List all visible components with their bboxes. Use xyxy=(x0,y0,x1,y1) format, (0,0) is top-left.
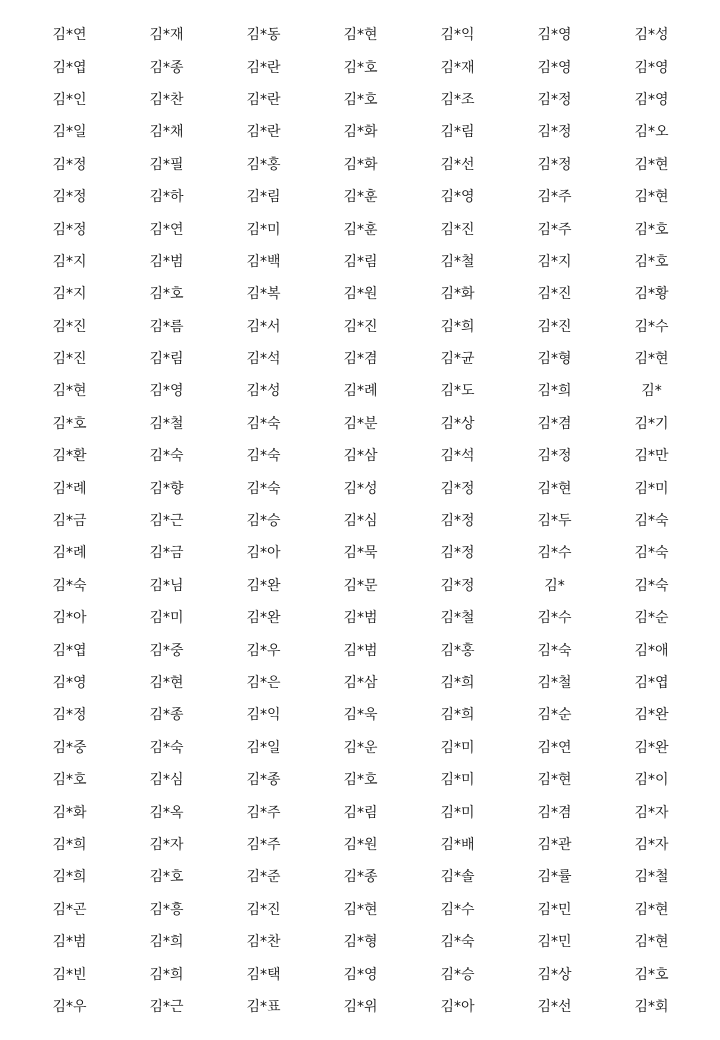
name-cell: 김*연 xyxy=(52,27,87,44)
name-cell: 김*숙 xyxy=(52,577,87,594)
name-cell: 김*정 xyxy=(537,91,572,108)
name-cell: 김*희 xyxy=(440,318,475,335)
name-cell: 김*범 xyxy=(52,934,87,951)
name-cell: 김*상 xyxy=(440,415,475,432)
name-cell: 김*호 xyxy=(52,415,87,432)
name-cell: 김*성 xyxy=(634,27,669,44)
name-cell: 김*완 xyxy=(246,610,281,627)
name-cell: 김*범 xyxy=(343,610,378,627)
name-cell: 김*숙 xyxy=(149,448,184,465)
name-cell: 김*정 xyxy=(52,156,87,173)
name-cell: 김*옥 xyxy=(149,804,184,821)
name-cell: 김*화 xyxy=(343,156,378,173)
name-cell: 김*미 xyxy=(440,772,475,789)
name-cell: 김*운 xyxy=(343,739,378,756)
name-cell: 김*우 xyxy=(52,998,87,1015)
name-cell: 김*름 xyxy=(149,318,184,335)
name-cell: 김*미 xyxy=(440,739,475,756)
name-cell: 김*정 xyxy=(440,545,475,562)
name-cell: 김*범 xyxy=(149,253,184,270)
name-cell: 김*은 xyxy=(246,675,281,691)
name-cell: 김*중 xyxy=(149,642,184,659)
name-cell: 김*찬 xyxy=(246,934,281,951)
name-cell: 김*종 xyxy=(149,707,184,724)
name-cell: 김*수 xyxy=(440,901,475,918)
name-cell: 김*엽 xyxy=(634,675,669,691)
name-cell: 김*상 xyxy=(537,966,572,983)
name-cell: 김*호 xyxy=(52,772,87,789)
name-cell: 김*영 xyxy=(634,59,669,76)
name-cell: 김*호 xyxy=(343,772,378,789)
name-cell: 김*균 xyxy=(440,351,475,368)
name-cell: 김*곤 xyxy=(52,901,87,918)
name-cell: 김*종 xyxy=(246,772,281,789)
name-cell: 김*란 xyxy=(246,59,281,76)
name-cell: 김*완 xyxy=(246,577,281,594)
name-cell: 김*미 xyxy=(246,221,281,238)
name-cell: 김*희 xyxy=(537,383,572,400)
name-cell: 김*원 xyxy=(343,836,378,853)
name-cell: 김*화 xyxy=(343,124,378,141)
name-cell: 김*진 xyxy=(246,901,281,918)
name-cell: 김*자 xyxy=(634,804,669,821)
name-cell: 김*현 xyxy=(634,901,669,918)
name-cell: 김*이 xyxy=(634,772,669,789)
name-cell: 김*완 xyxy=(634,707,669,724)
name-cell: 김*겸 xyxy=(537,804,572,821)
name-cell: 김*엽 xyxy=(52,59,87,76)
name-cell: 김*철 xyxy=(634,869,669,886)
name-cell: 김*성 xyxy=(343,480,378,497)
name-cell: 김*미 xyxy=(149,610,184,627)
name-cell: 김*호 xyxy=(634,221,669,238)
name-cell: 김*진 xyxy=(343,318,378,335)
name-cell: 김*정 xyxy=(440,513,475,530)
name-cell: 김*순 xyxy=(537,707,572,724)
name-cell: 김*준 xyxy=(246,869,281,886)
name-cell: 김*숙 xyxy=(634,513,669,530)
name-cell: 김*삼 xyxy=(343,448,378,465)
name-cell: 김* xyxy=(641,383,662,400)
name-cell: 김*정 xyxy=(537,124,572,141)
name-cell: 김*황 xyxy=(634,286,669,303)
name-cell: 김*지 xyxy=(52,286,87,303)
name-cell: 김*선 xyxy=(440,156,475,173)
name-cell: 김*진 xyxy=(440,221,475,238)
name-cell: 김*숙 xyxy=(246,448,281,465)
name-cell: 김*엽 xyxy=(52,642,87,659)
name-cell: 김*영 xyxy=(149,383,184,400)
name-cell: 김* xyxy=(544,577,565,594)
name-cell: 김*원 xyxy=(343,286,378,303)
name-cell: 김*심 xyxy=(149,772,184,789)
name-cell: 김*숙 xyxy=(634,545,669,562)
name-cell: 김*관 xyxy=(537,836,572,853)
name-cell: 김*욱 xyxy=(343,707,378,724)
name-cell: 김*자 xyxy=(634,836,669,853)
name-cell: 김*주 xyxy=(246,836,281,853)
name-cell: 김*희 xyxy=(52,836,87,853)
name-cell: 김*영 xyxy=(52,675,87,691)
name-cell: 김*기 xyxy=(634,415,669,432)
name-cell: 김*철 xyxy=(440,610,475,627)
name-cell: 김*선 xyxy=(537,998,572,1015)
name-cell: 김*정 xyxy=(440,480,475,497)
name-cell: 김*종 xyxy=(149,59,184,76)
name-cell: 김*완 xyxy=(634,739,669,756)
name-cell: 김*희 xyxy=(440,675,475,691)
name-cell: 김*택 xyxy=(246,966,281,983)
name-cell: 김*숙 xyxy=(246,415,281,432)
name-cell: 김*진 xyxy=(52,351,87,368)
name-cell: 김*철 xyxy=(149,415,184,432)
name-cell: 김*호 xyxy=(149,286,184,303)
name-cell: 김*석 xyxy=(440,448,475,465)
name-cell: 김*진 xyxy=(52,318,87,335)
name-cell: 김*현 xyxy=(52,383,87,400)
name-cell: 김*호 xyxy=(149,869,184,886)
name-cell: 김*분 xyxy=(343,415,378,432)
name-cell: 김*동 xyxy=(246,27,281,44)
name-cell: 김*민 xyxy=(537,934,572,951)
name-cell: 김*금 xyxy=(52,513,87,530)
name-cell: 김*형 xyxy=(537,351,572,368)
name-cell: 김*희 xyxy=(52,869,87,886)
name-cell: 김*종 xyxy=(343,869,378,886)
name-cell: 김*정 xyxy=(52,189,87,206)
name-cell: 김*민 xyxy=(537,901,572,918)
name-cell: 김*성 xyxy=(246,383,281,400)
name-cell: 김*미 xyxy=(440,804,475,821)
name-cell: 김*주 xyxy=(537,189,572,206)
name-cell: 김*삼 xyxy=(343,675,378,691)
name-cell: 김*도 xyxy=(440,383,475,400)
name-cell: 김*지 xyxy=(52,253,87,270)
name-cell: 김*석 xyxy=(246,351,281,368)
name-cell: 김*형 xyxy=(343,934,378,951)
name-cell: 김*익 xyxy=(246,707,281,724)
name-cell: 김*현 xyxy=(634,934,669,951)
name-cell: 김*숙 xyxy=(634,577,669,594)
name-cell: 김*화 xyxy=(440,286,475,303)
name-cell: 김*현 xyxy=(343,901,378,918)
name-cell: 김*수 xyxy=(537,545,572,562)
name-cell: 김*하 xyxy=(149,189,184,206)
name-cell: 김*연 xyxy=(537,739,572,756)
name-cell: 김*림 xyxy=(343,253,378,270)
name-cell: 김*일 xyxy=(52,124,87,141)
name-cell: 김*서 xyxy=(246,318,281,335)
name-cell: 김*현 xyxy=(343,27,378,44)
name-cell: 김*회 xyxy=(634,998,669,1015)
name-cell: 김*재 xyxy=(149,27,184,44)
name-cell: 김*훈 xyxy=(343,221,378,238)
name-cell: 김*림 xyxy=(149,351,184,368)
name-cell: 김*숙 xyxy=(537,642,572,659)
name-cell: 김*현 xyxy=(537,480,572,497)
name-cell: 김*자 xyxy=(149,836,184,853)
name-cell: 김*숙 xyxy=(440,934,475,951)
name-cell: 김*란 xyxy=(246,91,281,108)
name-cell: 김*필 xyxy=(149,156,184,173)
name-cell: 김*정 xyxy=(52,221,87,238)
name-cell: 김*호 xyxy=(343,59,378,76)
name-cell: 김*숙 xyxy=(246,480,281,497)
name-cell: 김*현 xyxy=(149,675,184,691)
name-cell: 김*림 xyxy=(440,124,475,141)
name-cell: 김*겸 xyxy=(343,351,378,368)
name-cell: 김*주 xyxy=(537,221,572,238)
name-cell: 김*심 xyxy=(343,513,378,530)
name-cell: 김*란 xyxy=(246,124,281,141)
name-cell: 김*순 xyxy=(634,610,669,627)
name-cell: 김*향 xyxy=(149,480,184,497)
name-cell: 김*정 xyxy=(537,156,572,173)
name-cell: 김*표 xyxy=(246,998,281,1015)
name-cell: 김*정 xyxy=(537,448,572,465)
name-cell: 김*홍 xyxy=(246,156,281,173)
name-cell: 김*수 xyxy=(634,318,669,335)
name-cell: 김*익 xyxy=(440,27,475,44)
name-cell: 김*조 xyxy=(440,91,475,108)
name-cell: 김*찬 xyxy=(149,91,184,108)
name-cell: 김*례 xyxy=(343,383,378,400)
name-cell: 김*호 xyxy=(634,253,669,270)
name-cell: 김*정 xyxy=(440,577,475,594)
name-cell: 김*문 xyxy=(343,577,378,594)
name-cell: 김*영 xyxy=(537,27,572,44)
name-cell: 김*님 xyxy=(149,577,184,594)
name-cell: 김*호 xyxy=(343,91,378,108)
name-cell: 김*승 xyxy=(440,966,475,983)
name-cell: 김*오 xyxy=(634,124,669,141)
name-cell: 김*철 xyxy=(537,675,572,691)
name-cell: 김*근 xyxy=(149,998,184,1015)
name-cell: 김*빈 xyxy=(52,966,87,983)
name-cell: 김*지 xyxy=(537,253,572,270)
name-cell: 김*주 xyxy=(246,804,281,821)
name-cell: 김*묵 xyxy=(343,545,378,562)
name-cell: 김*애 xyxy=(634,642,669,659)
name-cell: 김*인 xyxy=(52,91,87,108)
name-cell: 김*현 xyxy=(634,156,669,173)
name-cell: 김*희 xyxy=(440,707,475,724)
name-cell: 김*화 xyxy=(52,804,87,821)
name-cell: 김*채 xyxy=(149,124,184,141)
name-cell: 김*배 xyxy=(440,836,475,853)
name-cell: 김*두 xyxy=(537,513,572,530)
name-cell: 김*중 xyxy=(52,739,87,756)
name-cell: 김*연 xyxy=(149,221,184,238)
name-cell: 김*아 xyxy=(246,545,281,562)
name-cell: 김*영 xyxy=(343,966,378,983)
name-cell: 김*아 xyxy=(52,610,87,627)
name-cell: 김*영 xyxy=(537,59,572,76)
name-cell: 김*아 xyxy=(440,998,475,1015)
name-cell: 김*률 xyxy=(537,869,572,886)
name-cell: 김*철 xyxy=(440,253,475,270)
name-cell: 김*솔 xyxy=(440,869,475,886)
name-cell: 김*현 xyxy=(537,772,572,789)
name-cell: 김*수 xyxy=(537,610,572,627)
name-cell: 김*재 xyxy=(440,59,475,76)
name-cell: 김*위 xyxy=(343,998,378,1015)
name-cell: 김*미 xyxy=(634,480,669,497)
name-cell: 김*금 xyxy=(149,545,184,562)
name-cell: 김*겸 xyxy=(537,415,572,432)
name-cell: 김*현 xyxy=(634,189,669,206)
name-cell: 김*훈 xyxy=(343,189,378,206)
name-cell: 김*례 xyxy=(52,545,87,562)
name-cell: 김*희 xyxy=(149,934,184,951)
name-cell: 김*숙 xyxy=(149,739,184,756)
name-cell: 김*만 xyxy=(634,448,669,465)
name-list-grid xyxy=(21,19,700,1023)
name-cell: 김*영 xyxy=(634,91,669,108)
name-cell: 김*환 xyxy=(52,448,87,465)
name-cell: 김*우 xyxy=(246,642,281,659)
name-cell: 김*례 xyxy=(52,480,87,497)
name-cell: 김*흥 xyxy=(149,901,184,918)
name-cell: 김*정 xyxy=(52,707,87,724)
name-cell: 김*림 xyxy=(343,804,378,821)
name-cell: 김*현 xyxy=(634,351,669,368)
name-cell: 김*백 xyxy=(246,253,281,270)
name-cell: 김*영 xyxy=(440,189,475,206)
name-cell: 김*호 xyxy=(634,966,669,983)
name-cell: 김*일 xyxy=(246,739,281,756)
name-cell: 김*복 xyxy=(246,286,281,303)
name-cell: 김*진 xyxy=(537,318,572,335)
name-cell: 김*근 xyxy=(149,513,184,530)
name-cell: 김*범 xyxy=(343,642,378,659)
name-cell: 김*홍 xyxy=(440,642,475,659)
name-cell: 김*림 xyxy=(246,189,281,206)
name-cell: 김*진 xyxy=(537,286,572,303)
name-cell: 김*희 xyxy=(149,966,184,983)
name-cell: 김*승 xyxy=(246,513,281,530)
